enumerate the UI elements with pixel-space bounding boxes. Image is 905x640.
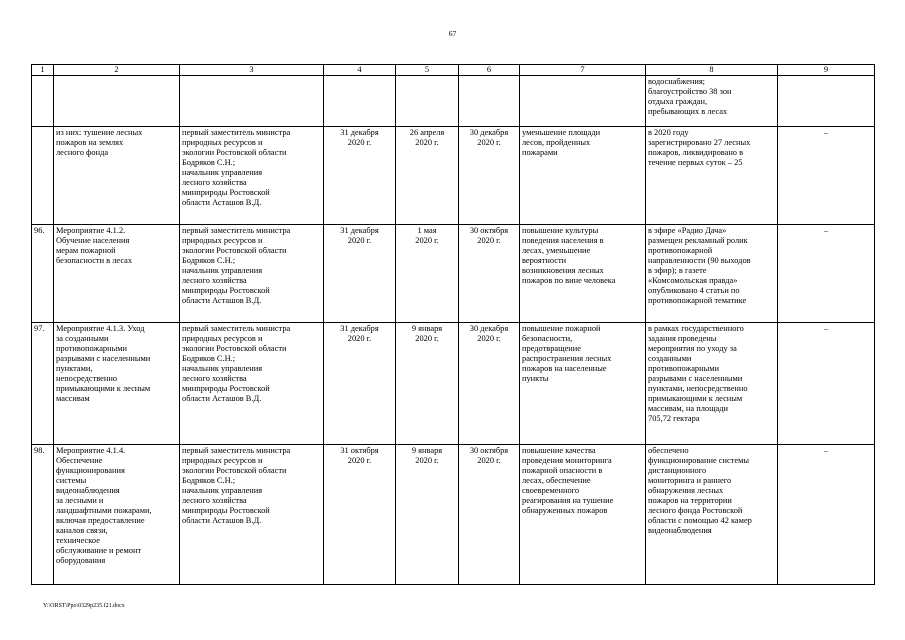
table-row	[32, 323, 875, 445]
column-numbers-row	[32, 65, 875, 76]
responsible-person: первый заместитель министра природных ресурсов и экологии Ростовской области Бодряков С.Н.; начальник управления лесного хозяйства минприроды Ростовской области Асташов В.Д.	[180, 225, 324, 323]
page-number: 67	[448, 29, 457, 38]
start-date	[396, 76, 459, 127]
row-number: 98.	[32, 445, 54, 585]
planned-date: 31 декабря 2020 г.	[324, 225, 396, 323]
end-date	[459, 76, 520, 127]
end-date: 30 декабря 2020 г.	[459, 127, 520, 225]
column-number: 5	[396, 65, 459, 76]
start-date: 1 мая 2020 г.	[396, 225, 459, 323]
planned-date: 31 декабря 2020 г.	[324, 127, 396, 225]
note: –	[778, 127, 875, 225]
note: –	[778, 225, 875, 323]
responsible-person: первый заместитель министра природных ресурсов и экологии Ростовской области Бодряков С.Н.; начальник управления лесного хозяйства минприроды Ростовской области Асташов В.Д.	[180, 127, 324, 225]
event-name: Мероприятие 4.1.2. Обучение населения мерам пожарной безопасности в лесах	[54, 225, 180, 323]
start-date: 26 апреля 2020 г.	[396, 127, 459, 225]
planned-date: 31 декабря 2020 г.	[324, 323, 396, 445]
column-number: 2	[54, 65, 180, 76]
planned-date	[324, 76, 396, 127]
column-number: 8	[646, 65, 778, 76]
end-date: 30 октября 2020 г.	[459, 445, 520, 585]
actual-result: водоснабжения; благоустройство 38 зон отдыха граждан, пребывающих в лесах	[646, 76, 778, 127]
column-number: 9	[778, 65, 875, 76]
planned-date: 31 октября 2020 г.	[324, 445, 396, 585]
note: –	[778, 323, 875, 445]
actual-result: в рамках государственного задания проведены мероприятия по уходу за созданными противопожарными разрывами с населенными пунктами, непосредственно примыкающими к лесным массивам, на площади 705,72 гектара	[646, 323, 778, 445]
table-row	[32, 127, 875, 225]
expected-result: уменьшение площади лесов, пройденных пожарами	[520, 127, 646, 225]
end-date: 30 декабря 2020 г.	[459, 323, 520, 445]
expected-result	[520, 76, 646, 127]
event-name	[54, 76, 180, 127]
responsible-person: первый заместитель министра природных ресурсов и экологии Ростовской области Бодряков С.Н.; начальник управления лесного хозяйства минприроды Ростовской области Асташов В.Д.	[180, 445, 324, 585]
row-number: 96.	[32, 225, 54, 323]
row-number	[32, 127, 54, 225]
column-number: 1	[32, 65, 54, 76]
event-name: Мероприятие 4.1.3. Уход за созданными противопожарными разрывами с населенными пунктами, непосредственно примыкающими к лесным массивам	[54, 323, 180, 445]
note: –	[778, 445, 875, 585]
row-number: 97.	[32, 323, 54, 445]
actual-result: обеспечено функционирование системы дистанционного мониторинга и раннего обнаружения лесных пожаров на территории лесного фонда Ростовской области с помощью 42 камер видеонаблюдения	[646, 445, 778, 585]
start-date: 9 января 2020 г.	[396, 323, 459, 445]
column-number: 6	[459, 65, 520, 76]
column-number: 3	[180, 65, 324, 76]
actual-result: в 2020 году зарегистрировано 27 лесных пожаров, ликвидировано в течение первых суток – 25	[646, 127, 778, 225]
expected-result: повышение пожарной безопасности, предотвращение распространения лесных пожаров на населенные пункты	[520, 323, 646, 445]
actual-result: в эфире «Радио Дача» размещен рекламный ролик противопожарной направленности (90 выходов в эфир); в газете «Комсомольская правда» опубликовано 4 статьи по противопожарной тематике	[646, 225, 778, 323]
note	[778, 76, 875, 127]
expected-result: повышение культуры поведения населения в лесах, уменьшение вероятности возникновения лесных пожаров по вине человека	[520, 225, 646, 323]
start-date: 9 января 2020 г.	[396, 445, 459, 585]
event-name: Мероприятие 4.1.4. Обеспечение функционирования системы видеонаблюдения за лесными и ландшафтными пожарами, включая предоставление каналов связи, техническое обслуживание и ремонт оборудования	[54, 445, 180, 585]
table-row	[32, 445, 875, 585]
expected-result: повышение качества проведения мониторинга пожарной опасности в лесах, обеспечение своевременного реагирования на тушение обнаруженных пожаров	[520, 445, 646, 585]
end-date: 30 октября 2020 г.	[459, 225, 520, 323]
responsible-person: первый заместитель министра природных ресурсов и экологии Ростовской области Бодряков С.Н.; начальник управления лесного хозяйства минприроды Ростовской области Асташов В.Д.	[180, 323, 324, 445]
table-row	[32, 225, 875, 323]
event-name: из них: тушение лесных пожаров на землях лесного фонда	[54, 127, 180, 225]
document-file-path: Y:\ORST\Ppo\0329p235.f21.docx	[43, 603, 125, 609]
column-number: 4	[324, 65, 396, 76]
row-number	[32, 76, 54, 127]
responsible-person	[180, 76, 324, 127]
table-row	[32, 76, 875, 127]
column-number: 7	[520, 65, 646, 76]
report-table	[31, 64, 875, 585]
